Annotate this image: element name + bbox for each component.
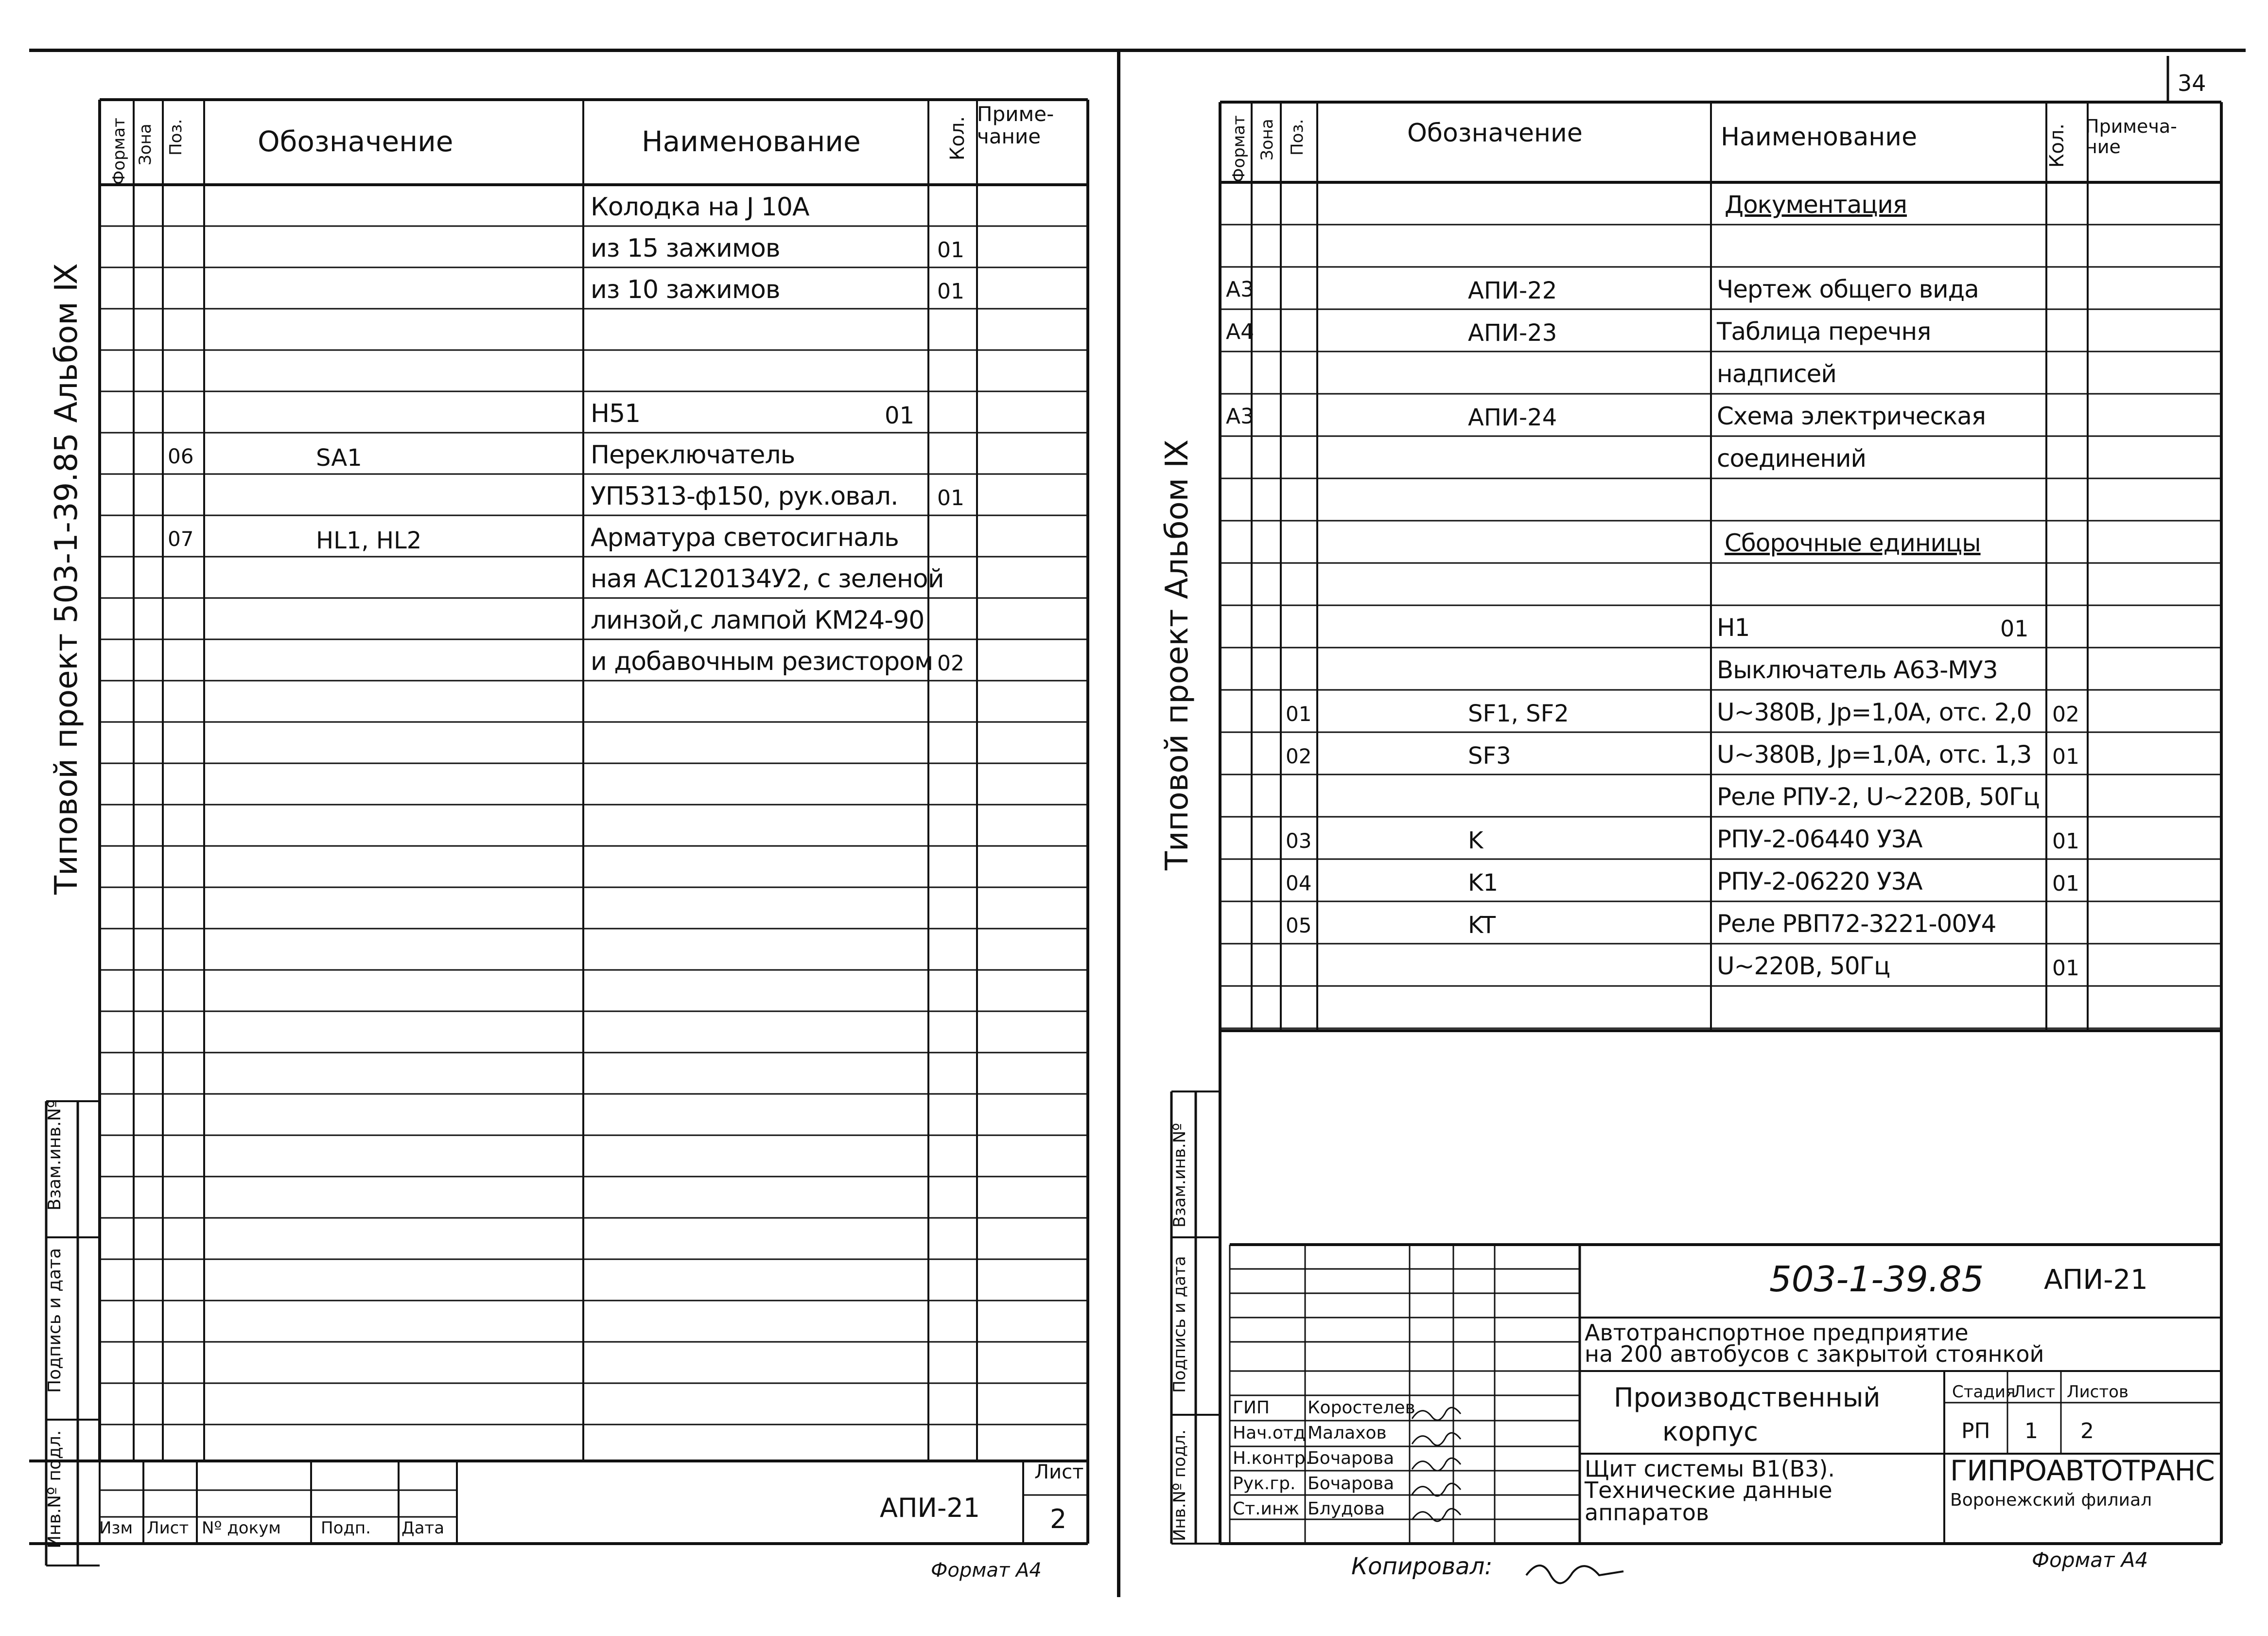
person-name: Блудова	[1308, 1499, 1385, 1519]
row-name: Арматура светосигналь	[591, 523, 899, 552]
row-name: соединений	[1717, 444, 1867, 473]
org-name: ГИПРОАВТОТРАНС	[1950, 1454, 2215, 1487]
sheets-label: Листов	[2067, 1382, 2129, 1402]
header-pos: Поз.	[1288, 119, 1307, 156]
object-line2: корпус	[1662, 1416, 1758, 1447]
stamp-sign: Подпись и дата	[45, 1248, 65, 1393]
row-designation: KT	[1468, 912, 1496, 939]
row-name-right: 01	[885, 402, 915, 429]
row-designation: АПИ-22	[1468, 277, 1557, 304]
row-name: Выключатель А63-МУ3	[1717, 656, 1998, 684]
enterprise-line2: на 200 автобусов с закрытой стоянкой	[1585, 1341, 2044, 1367]
row-pos: 03	[1286, 829, 1312, 853]
stamp-inv: Инв.Nº подл.	[1170, 1429, 1189, 1541]
header-pos: Поз.	[166, 119, 186, 156]
row-name-right: 01	[2000, 616, 2029, 642]
header-qty: Кол.	[946, 116, 969, 160]
right-sheet	[1118, 0, 2268, 1636]
row-format: А3	[1226, 404, 1255, 429]
row-name: H51	[591, 399, 641, 428]
person-name: Бочарова	[1308, 1448, 1395, 1468]
copied-label: Копировал:	[1351, 1553, 1493, 1580]
header-name: Наименование	[642, 125, 861, 158]
footer-col-doc: Nº докум	[202, 1518, 281, 1538]
row-designation: K	[1468, 827, 1483, 854]
row-format: А3	[1226, 277, 1255, 302]
row-pos: 07	[168, 527, 194, 551]
row-qty: 01	[937, 279, 964, 304]
left-footer-sheet-label: Лист	[1034, 1461, 1084, 1483]
left-footer-code: АПИ-21	[880, 1493, 980, 1523]
row-pos: 06	[168, 444, 194, 468]
row-name: Чертеж общего вида	[1717, 275, 1979, 303]
person-role: Н.контр.	[1233, 1448, 1311, 1468]
row-name: ная АС120134У2, с зеленой	[591, 564, 944, 594]
header-format: Формат	[109, 118, 129, 185]
row-qty: 01	[2052, 744, 2079, 769]
right-format-label: Формат А4	[2032, 1548, 2148, 1572]
row-name: U~380В, Jр=1,0А, отс. 2,0	[1717, 698, 2032, 726]
row-name: Реле РВП72-3221-00У4	[1717, 910, 1996, 938]
row-name: Переключатель	[591, 440, 795, 470]
row-name: Схема электрическая	[1717, 402, 1986, 430]
row-qty: 01	[937, 238, 964, 263]
stamp-replace: Взам.инв.Nº	[1170, 1123, 1189, 1228]
section-heading: Документация	[1725, 191, 1907, 219]
row-name: H1	[1717, 614, 1750, 642]
row-designation: АПИ-24	[1468, 404, 1557, 431]
person-role: Рук.гр.	[1233, 1474, 1296, 1494]
stamp-inv: Инв.Nº подл.	[45, 1430, 65, 1548]
footer-col-list: Лист	[147, 1518, 189, 1538]
header-designation: Обозначение	[258, 125, 454, 158]
row-qty: 02	[937, 651, 964, 676]
footer-col-izm: Изм	[99, 1518, 133, 1538]
header-name: Наименование	[1721, 123, 1918, 152]
row-designation: K1	[1468, 869, 1499, 897]
sheet-number: 34	[2178, 70, 2206, 96]
header-zone: Зона	[1257, 119, 1277, 160]
row-name: надписей	[1717, 360, 1836, 388]
sheet-label: Лист	[2013, 1382, 2056, 1402]
stage-value: РП	[1961, 1419, 1990, 1443]
object-line1: Производственный	[1614, 1382, 1881, 1413]
stamp-sign: Подпись и дата	[1170, 1256, 1189, 1393]
row-name: U~380В, Jр=1,0А, отс. 1,3	[1717, 740, 2032, 769]
person-role: Нач.отд	[1233, 1423, 1306, 1443]
left-sheet	[0, 0, 1118, 1636]
row-designation: АПИ-23	[1468, 319, 1557, 347]
row-designation: SA1	[316, 444, 362, 472]
footer-col-sign: Подп.	[321, 1518, 371, 1538]
header-note: Приме- чание	[977, 102, 1054, 149]
footer-col-date: Дата	[401, 1518, 445, 1538]
person-role: Ст.инж	[1233, 1499, 1299, 1519]
person-name: Малахов	[1308, 1423, 1387, 1443]
doc-title-line3: аппаратов	[1585, 1499, 1709, 1526]
person-name: Бочарова	[1308, 1474, 1395, 1494]
org-branch: Воронежский филиал	[1950, 1490, 2152, 1510]
right-side-label: Типовой проект Альбом Ⅸ	[1159, 439, 1195, 870]
header-note: Примеча- ние	[2085, 116, 2177, 158]
row-pos: 01	[1286, 702, 1312, 726]
row-name: из 15 зажимов	[591, 234, 780, 263]
row-name: Колодка на Ј 10А	[591, 193, 809, 222]
row-qty: 02	[2052, 702, 2079, 727]
row-name: Реле РПУ-2, U~220В, 50Гц	[1717, 783, 2040, 811]
row-qty: 01	[937, 486, 964, 510]
person-role: ГИП	[1233, 1398, 1270, 1418]
stage-label: Стадия	[1952, 1382, 2016, 1402]
title-sheet-code: АПИ-21	[2044, 1264, 2148, 1296]
row-name: РПУ-2-06440 У3А	[1717, 825, 1922, 853]
row-name: U~220В, 50Гц	[1717, 952, 1890, 980]
sheets-value: 2	[2080, 1419, 2094, 1443]
copied-signature	[1526, 1566, 1623, 1583]
left-format-label: Формат А4	[931, 1559, 1042, 1582]
row-format: А4	[1226, 319, 1255, 344]
person-name: Коростелев	[1308, 1398, 1415, 1418]
header-format: Формат	[1229, 115, 1249, 182]
row-designation: SF1, SF2	[1468, 700, 1569, 727]
row-qty: 01	[2052, 871, 2079, 896]
stamp-replace: Взам.инв.Nº	[45, 1100, 65, 1211]
header-zone: Зона	[136, 123, 155, 165]
row-designation: SF3	[1468, 742, 1511, 770]
row-pos: 02	[1286, 744, 1312, 768]
header-qty: Кол.	[2046, 123, 2068, 168]
left-side-label: Типовой проект 503-1-39.85 Альбом Ⅸ	[49, 263, 85, 895]
row-name: Таблица перечня	[1717, 317, 1931, 346]
row-pos: 04	[1286, 871, 1312, 895]
doc-title-line1: Щит системы В1(В3).	[1585, 1456, 1835, 1482]
row-designation: HL1, HL2	[316, 527, 422, 554]
doc-title-line2: Технические данные	[1585, 1477, 1832, 1503]
enterprise-line1: Автотранспортное предприятие	[1585, 1319, 1969, 1346]
doc-code: 503-1-39.85	[1769, 1259, 1984, 1300]
row-qty: 01	[2052, 829, 2079, 854]
row-pos: 05	[1286, 914, 1312, 937]
sheet-value: 1	[2024, 1419, 2038, 1443]
row-name: линзой,с лампой КМ24-90	[591, 606, 925, 635]
section-heading: Сборочные единицы	[1725, 529, 1981, 557]
left-footer-sheet: 2	[1050, 1504, 1067, 1534]
row-name: УП5313-ф150, рук.овал.	[591, 482, 898, 511]
row-name: РПУ-2-06220 У3А	[1717, 867, 1922, 896]
row-name: и добавочным резистором	[591, 647, 933, 676]
header-designation: Обозначение	[1407, 119, 1583, 148]
row-qty: 01	[2052, 956, 2079, 981]
row-name: из 10 зажимов	[591, 275, 780, 304]
